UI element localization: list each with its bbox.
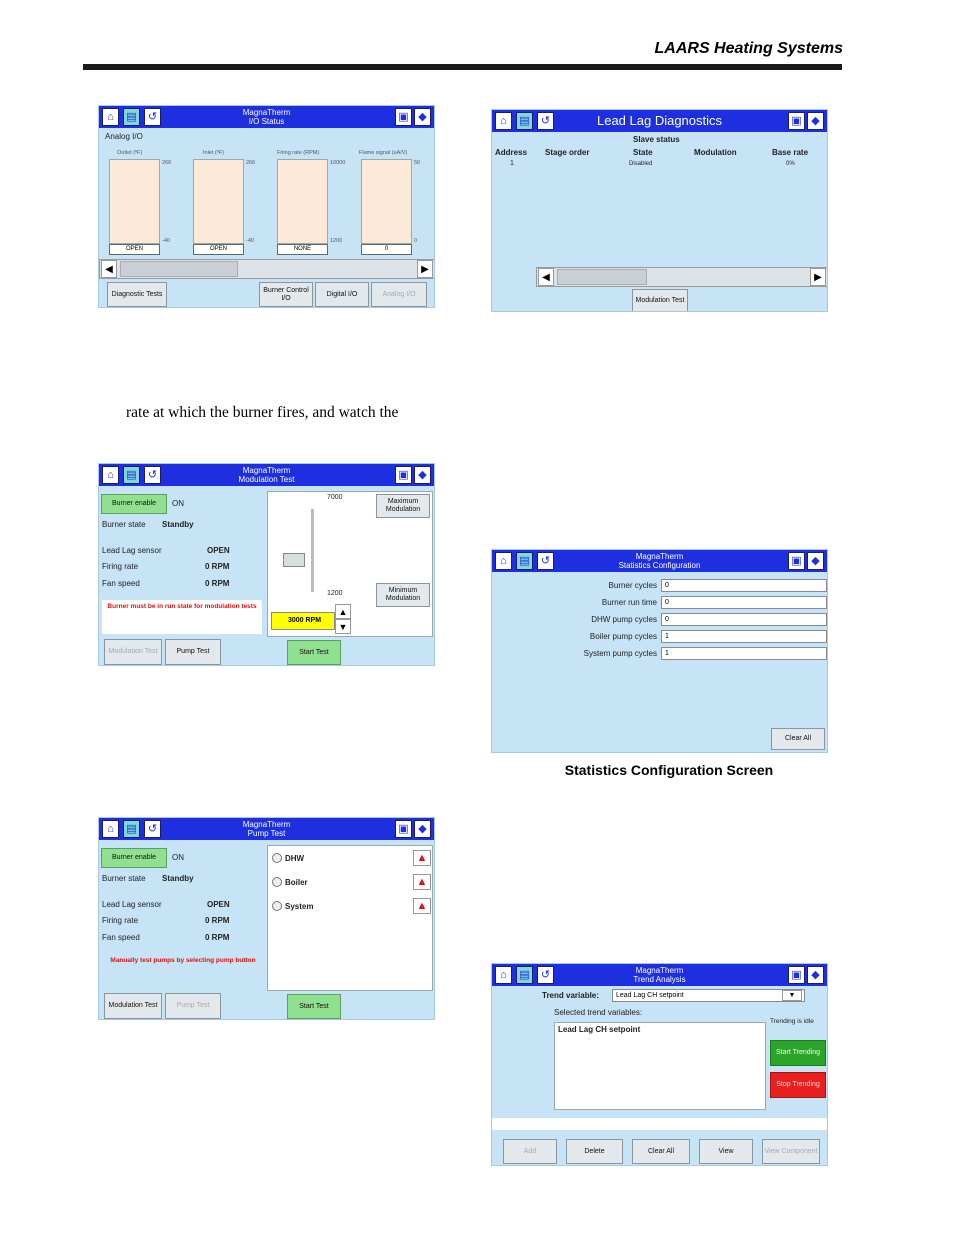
home-icon[interactable]: ⌂ [102,466,119,484]
lock-icon[interactable]: ▣ [395,466,412,484]
pump-hint-text: Manually test pumps by selecting pump button [110,957,256,964]
back-icon[interactable]: ↺ [144,108,161,126]
pump-radio-boiler[interactable] [272,877,282,887]
clear-all-button[interactable]: Clear All [632,1139,690,1164]
scroll-right-icon[interactable]: ▶ [417,260,433,278]
bar-value: NONE [277,244,328,255]
row-state: Disabled [629,161,653,167]
lock-icon[interactable]: ▣ [395,820,412,838]
lock-icon[interactable]: ▣ [788,112,805,130]
modulation-test-button[interactable]: Modulation Test [104,639,162,665]
slider-min: 1200 [327,590,343,597]
screen-title: MagnaTherm I/O Status [242,108,291,126]
burner-state-label: Burner state [102,520,146,529]
selected-variable-item[interactable]: Lead Lag CH setpoint [558,1025,641,1034]
home-icon[interactable]: ⌂ [495,552,512,570]
col-address: Address [495,148,528,157]
warning-icon[interactable]: ▲ [413,874,431,890]
figure-caption: Statistics Configuration Screen [564,762,774,778]
burner-enable-button[interactable]: Burner enable [101,494,167,514]
bar-min: 0 [414,238,418,244]
lead-lag-sensor-label: Lead Lag sensor [102,900,162,909]
stat-label: Burner run time [601,598,657,607]
screen-toggle-icon[interactable]: ▤ [123,820,140,838]
maximum-modulation-button[interactable]: Maximum Modulation [376,494,430,518]
bar-max: 50 [414,160,421,166]
burner-control-io-button[interactable]: Burner Control I/O [259,282,313,307]
screen-toggle-icon[interactable]: ▤ [516,552,533,570]
row-base-rate: 0% [786,161,795,167]
separator [492,1118,828,1130]
horizontal-scrollbar[interactable] [99,259,435,279]
selected-variables-list[interactable] [554,1022,766,1110]
lock-icon[interactable]: ▣ [788,966,805,984]
bar-label: Flame signal (uA/V) [359,150,408,156]
warning-icon[interactable]: ▲ [413,898,431,914]
burner-state-value: Standby [162,874,194,883]
back-icon[interactable]: ↺ [537,966,554,984]
slider-track[interactable] [311,509,314,592]
stop-trending-button[interactable]: Stop Trending [770,1072,826,1098]
horizontal-scrollbar[interactable] [536,267,828,287]
analog-io-button[interactable]: Analog I/O [371,282,427,307]
stat-label: Boiler pump cycles [589,632,657,641]
screen-title: MagnaTherm Statistics Configuration [618,552,701,570]
trend-variable-select[interactable]: Lead Lag CH setpoint [612,989,805,1002]
burner-state-label: Burner state [102,874,146,883]
clear-all-button[interactable]: Clear All [771,728,825,750]
pump-radio-dhw[interactable] [272,853,282,863]
view-component-button[interactable]: View Component [762,1139,820,1164]
brand-header: LAARS Heating Systems [654,40,843,57]
bar-min: -40 [162,238,170,244]
screen-toggle-icon[interactable]: ▤ [123,108,140,126]
titlebar [492,110,827,132]
screen-toggle-icon[interactable]: ▤ [516,112,533,130]
decrease-icon[interactable]: ▼ [335,619,351,634]
trend-analysis-screen [491,963,828,1166]
lead-lag-sensor-value: OPEN [207,900,230,909]
titlebar [99,464,434,486]
selected-variables-label: Selected trend variables: [554,1008,643,1017]
titlebar [492,550,827,572]
bar-label: Outlet (ºF) [117,150,143,156]
col-base-rate: Base rate [772,148,809,157]
firing-rate-value: 0 RPM [205,916,230,925]
lock-icon[interactable]: ▣ [395,108,412,126]
stat-label: Burner cycles [608,581,657,590]
modulation-test-button[interactable]: Modulation Test [632,289,688,312]
modulation-test-button[interactable]: Modulation Test [104,993,162,1019]
bar-max: 10000 [330,160,346,166]
increase-icon[interactable]: ▲ [335,604,351,619]
start-test-button[interactable]: Start Test [287,994,341,1019]
chevron-down-icon[interactable]: ▼ [782,990,802,1001]
outlet-bar [109,159,160,244]
bar-label: Firing rate (RPM) [277,150,320,156]
stat-label: DHW pump cycles [591,615,657,624]
lead-lag-sensor-value: OPEN [207,546,230,555]
back-icon[interactable]: ↺ [144,820,161,838]
scroll-left-icon[interactable]: ◀ [538,268,554,286]
bar-max: 266 [246,160,256,166]
screen-title: MagnaTherm Trend Analysis [633,966,686,984]
back-icon[interactable]: ↺ [144,466,161,484]
scroll-right-icon[interactable]: ▶ [810,268,826,286]
burner-enable-button[interactable]: Burner enable [101,848,167,868]
back-icon[interactable]: ↺ [537,112,554,130]
firing-rate-label: Firing rate [102,916,139,925]
delete-button[interactable]: Delete [566,1139,623,1164]
fan-speed-value: 0 RPM [205,579,230,588]
forward-icon[interactable]: ◆ [414,466,431,484]
pump-test-button[interactable]: Pump Test [165,993,221,1019]
forward-icon[interactable]: ◆ [807,112,824,130]
home-icon[interactable]: ⌂ [495,112,512,130]
forward-icon[interactable]: ◆ [807,966,824,984]
burner-cycles-field[interactable]: 0 [661,579,827,592]
warning-icon[interactable]: ▲ [413,850,431,866]
lock-icon[interactable]: ▣ [788,552,805,570]
add-button[interactable]: Add [503,1139,557,1164]
boiler-pump-cycles-field[interactable]: 1 [661,630,827,643]
bar-min: 1200 [330,238,343,244]
forward-icon[interactable]: ◆ [414,820,431,838]
fan-speed-label: Fan speed [102,933,140,942]
scroll-thumb[interactable] [120,261,238,277]
pump-radio-system[interactable] [272,901,282,911]
firing-rate-value: 0 RPM [205,562,230,571]
titlebar [99,818,434,840]
col-modulation: Modulation [694,148,737,157]
minimum-modulation-button[interactable]: Minimum Modulation [376,583,430,607]
lead-lag-screen [491,109,828,312]
titlebar [492,964,827,986]
firing-rate-label: Firing rate [102,562,139,571]
col-state: State [633,148,653,157]
titlebar [99,106,434,128]
pump-label: System [285,902,314,911]
home-icon[interactable]: ⌂ [102,108,119,126]
setpoint-field[interactable]: 3000 RPM [271,612,335,630]
forward-icon[interactable]: ◆ [807,552,824,570]
warning-text: Burner must be in run state for modulation tests [107,603,257,610]
burner-enable-value: ON [172,499,184,508]
burner-run-time-field[interactable]: 0 [661,596,827,609]
slider-max: 7000 [327,494,343,501]
pump-test-button[interactable]: Pump Test [165,639,221,665]
firing-rate-bar [277,159,328,244]
trend-variable-label: Trend variable: [542,991,599,1000]
burner-enable-value: ON [172,853,184,862]
bar-value: OPEN [109,244,160,255]
lead-lag-sensor-label: Lead Lag sensor [102,546,162,555]
bar-value: 0 [361,244,412,255]
header-rule [83,64,842,70]
start-test-button[interactable]: Start Test [287,640,341,665]
screen-toggle-icon[interactable]: ▤ [516,966,533,984]
view-button[interactable]: View [699,1139,753,1164]
home-icon[interactable]: ⌂ [495,966,512,984]
statistics-configuration-screen [491,549,828,753]
system-pump-cycles-field[interactable]: 1 [661,647,827,660]
io-status-screen [98,105,435,308]
flame-signal-bar [361,159,412,244]
section-label: Analog I/O [105,132,143,141]
bar-max: 266 [162,160,172,166]
digital-io-button[interactable]: Digital I/O [315,282,369,307]
slave-status-label: Slave status [633,135,680,144]
screen-title: MagnaTherm Pump Test [242,820,291,838]
start-trending-button[interactable]: Start Trending [770,1040,826,1066]
modulation-test-screen [98,463,435,666]
fan-speed-value: 0 RPM [205,933,230,942]
slider-handle[interactable] [283,553,305,567]
burner-state-value: Standby [162,520,194,529]
row-address: 1 [510,160,514,167]
screen-title: MagnaTherm Modulation Test [238,466,295,484]
bar-min: -40 [246,238,254,244]
col-stage-order: Stage order [545,148,590,157]
home-icon[interactable]: ⌂ [102,820,119,838]
trending-status: Trending is idle [770,1018,814,1025]
scroll-thumb[interactable] [557,269,647,285]
fan-speed-label: Fan speed [102,579,140,588]
diagnostic-tests-button[interactable]: Diagnostic Tests [107,282,167,307]
body-paragraph: rate at which the burner fires, and watch the [126,404,399,421]
stat-label: System pump cycles [583,649,657,658]
bar-label: Inlet (ºF) [203,150,224,156]
pump-label: DHW [285,854,305,863]
dhw-pump-cycles-field[interactable]: 0 [661,613,827,626]
forward-icon[interactable]: ◆ [414,108,431,126]
pump-panel [267,845,433,991]
pump-label: Boiler [285,878,308,887]
bar-value: OPEN [193,244,244,255]
screen-title: Lead Lag Diagnostics [596,113,723,128]
back-icon[interactable]: ↺ [537,552,554,570]
pump-test-screen [98,817,435,1020]
scroll-left-icon[interactable]: ◀ [101,260,117,278]
screen-toggle-icon[interactable]: ▤ [123,466,140,484]
inlet-bar [193,159,244,244]
